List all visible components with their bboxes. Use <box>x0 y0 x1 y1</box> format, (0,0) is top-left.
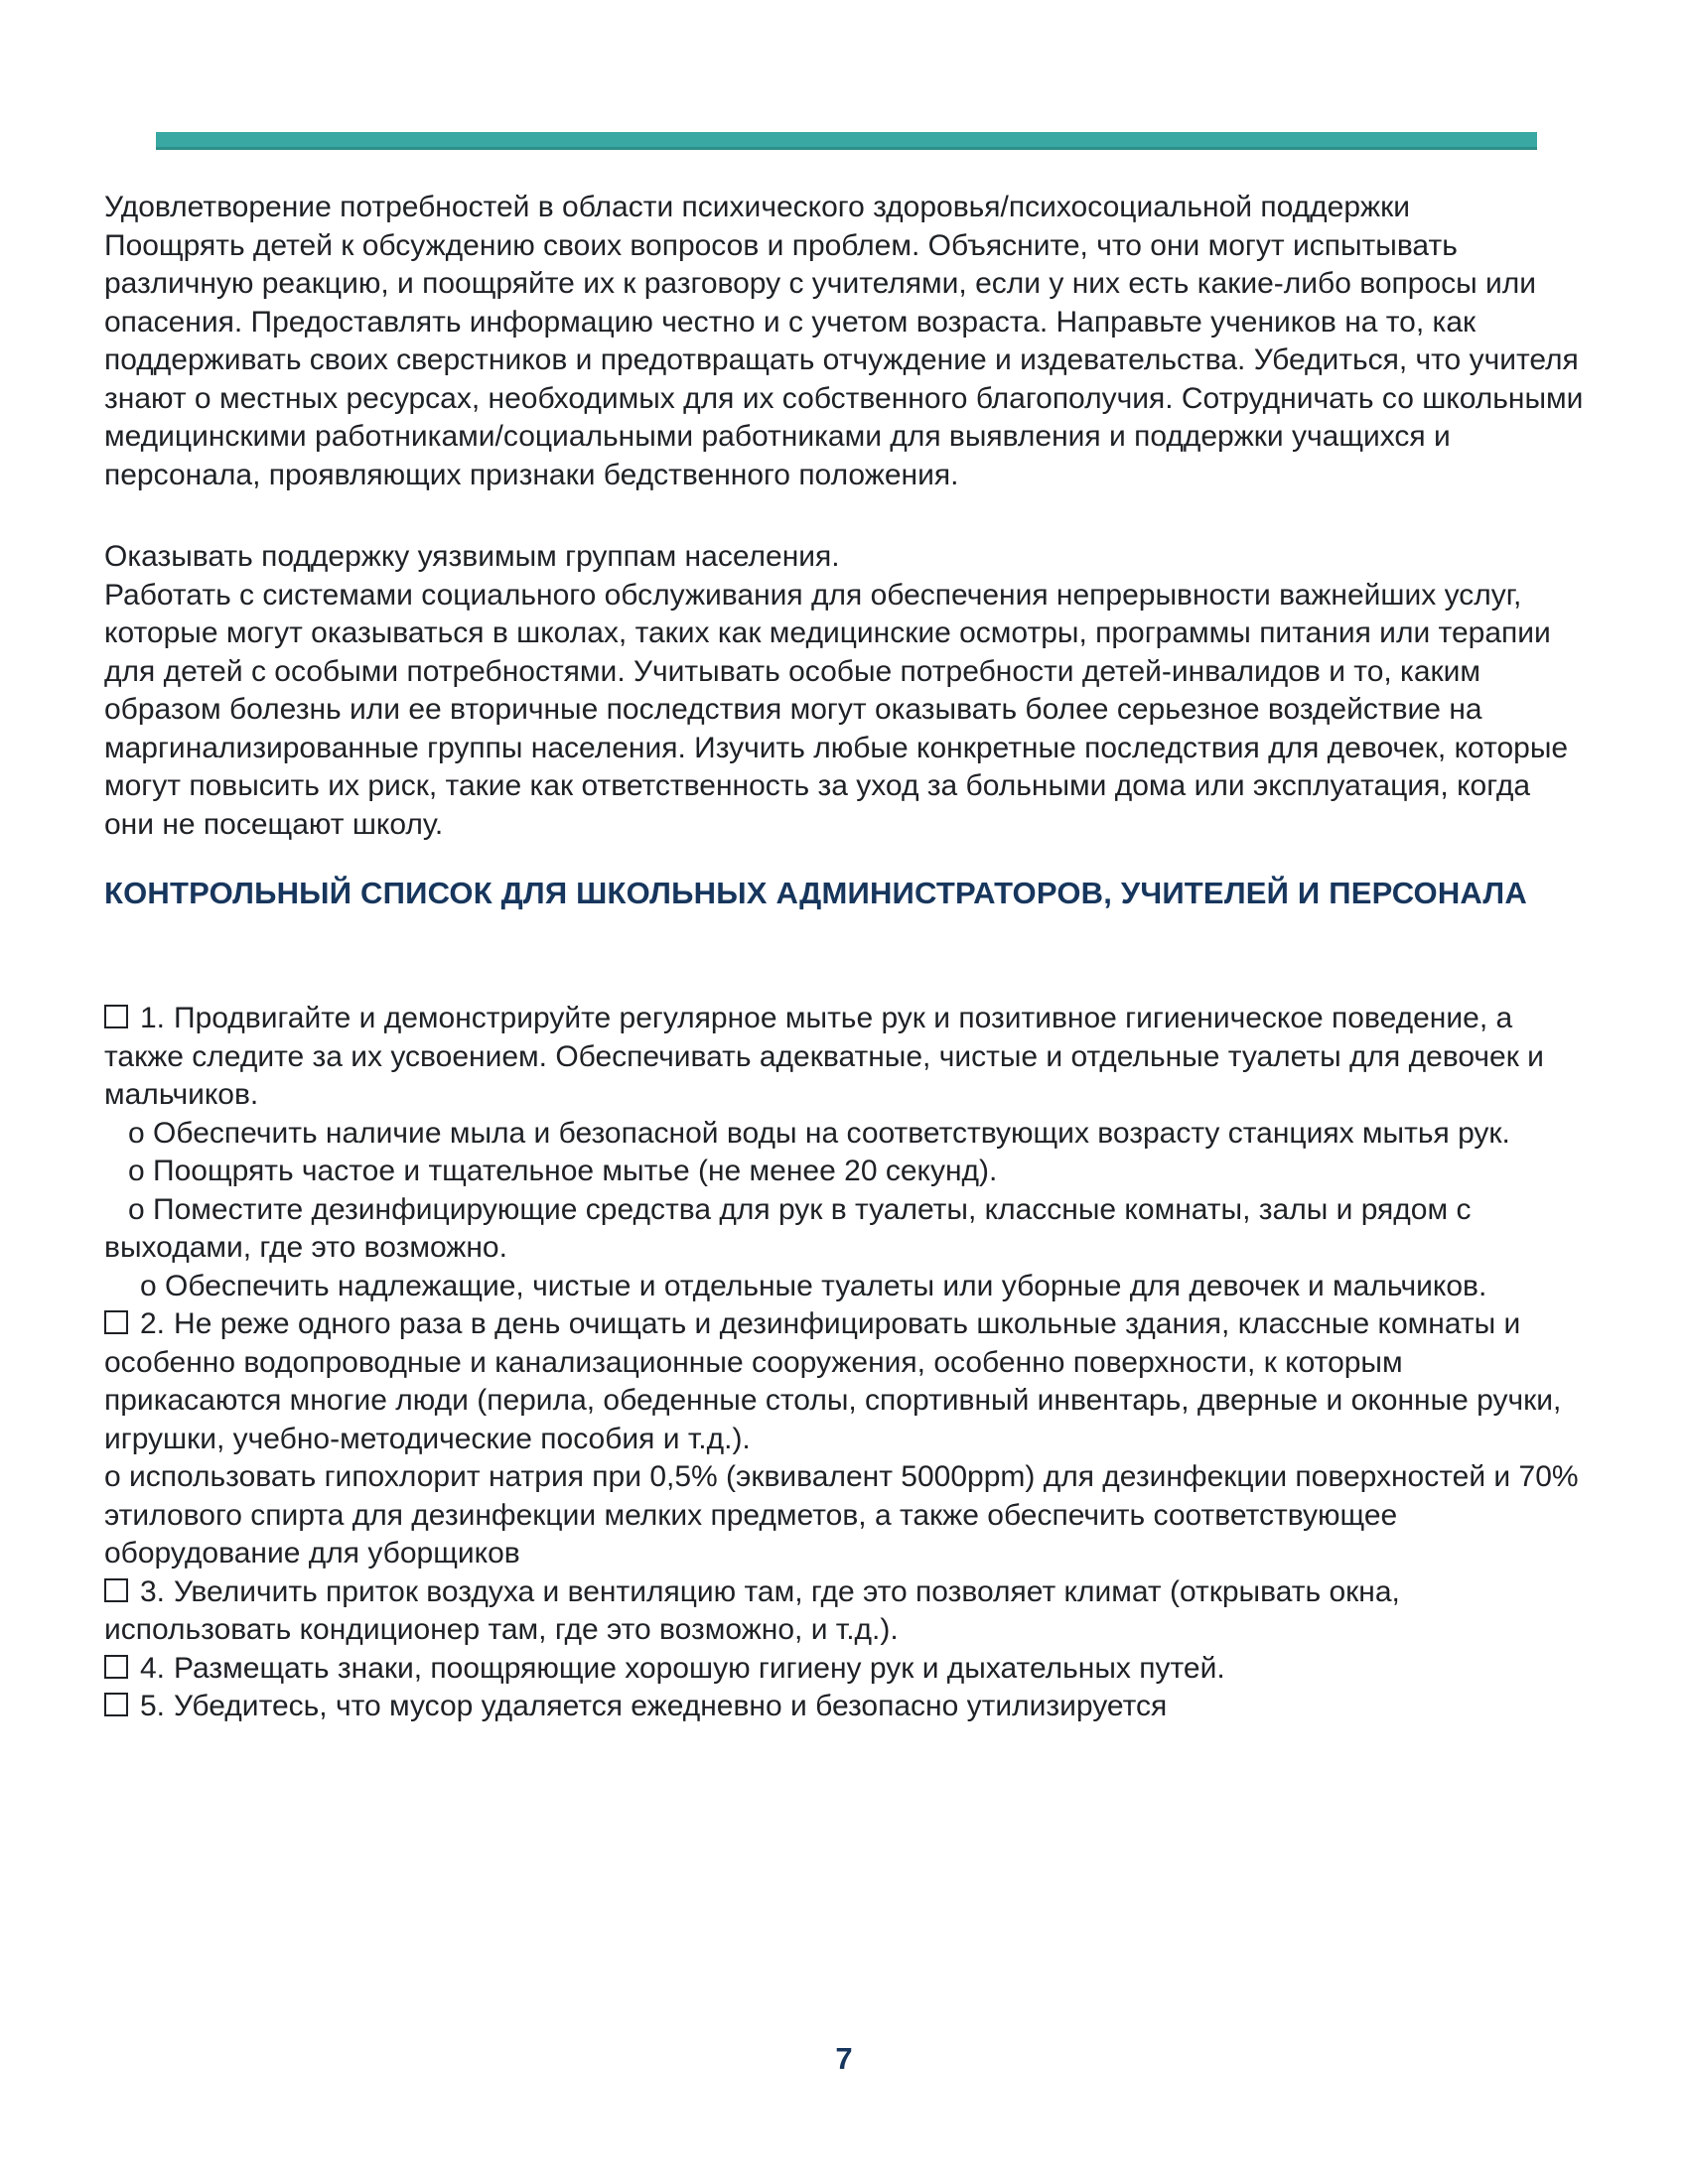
checklist-heading: КОНТРОЛЬНЫЙ СПИСОК ДЛЯ ШКОЛЬНЫХ АДМИНИСТРАТОРОВ, УЧИТЕЛЕЙ И ПЕРСОНАЛА <box>104 876 1527 910</box>
item-text: Увеличить приток воздуха и вентиляцию там, где это позволяет климат (открывать окна, использовать кондиционер там, где это возможно, и т.д.). <box>104 1574 1400 1646</box>
page-number: 7 <box>835 2041 853 2076</box>
item-text: Продвигайте и демонстрируйте регулярное мытье рук и позитивное гигиеническое поведение, а также следите за их усвоением. Обеспечивать адекватные, чистые и отдельные туалеты для девочек и мальчиков. <box>104 1002 1544 1111</box>
checklist-item-1-sub-4 <box>104 1268 1586 1306</box>
checklist-item-1 <box>104 1000 1586 1115</box>
intro-section-mental-health <box>104 189 1586 494</box>
checklist-item-1-sub-2 <box>104 1153 1586 1191</box>
item-text: о Обеспечить надлежащие, чистые и отдельные туалеты или уборные для девочек и мальчиков. <box>140 1269 1487 1302</box>
item-number: 3. <box>140 1574 166 1608</box>
intro-title-line: Оказывать поддержку уязвимым группам населения. <box>104 540 840 573</box>
item-text: о использовать гипохлорит натрия при 0,5% (эквивалент 5000ppm) для дезинфекции поверхностей и 70% этилового спирта для дезинфекции мелких предметов, а также обеспечить соответствующее оборудование для уборщиков <box>104 1460 1579 1570</box>
item-text: о Поместите дезинфицирующие средства для рук в туалеты, классные комнаты, залы и рядом с выходами, где это возможно. <box>104 1192 1472 1264</box>
checklist-item-2-sub-1 <box>104 1458 1586 1573</box>
accent-bar <box>156 132 1537 150</box>
checkbox-icon <box>104 1655 128 1679</box>
item-text: Размещать знаки, поощряющие хорошую гигиену рук и дыхательных путей. <box>174 1651 1225 1685</box>
checkbox-icon <box>104 1310 128 1334</box>
checklist-item-2 <box>104 1305 1586 1458</box>
item-number: 1. <box>140 1002 166 1034</box>
page-content <box>104 189 1586 1726</box>
item-text: о Обеспечить наличие мыла и безопасной воды на соответствующих возрасту станциях мытья рук. <box>128 1116 1510 1150</box>
checkbox-icon <box>104 1693 128 1716</box>
item-number: 2. <box>140 1307 166 1340</box>
item-text: Не реже одного раза в день очищать и дезинфицировать школьные здания, классные комнаты и особенно водопроводные и канализационные сооружения, особенно поверхности, к которым прикасаются многие люди (перила, обеденные столы, спортивный инвентарь, дверные и оконные ручки, игрушки, учебно-методические пособия и т.д.). <box>104 1307 1562 1455</box>
checklist <box>104 1000 1586 1726</box>
item-text: Убедитесь, что мусор удаляется ежедневно и безопасно утилизируется <box>174 1690 1168 1722</box>
item-text: о Поощрять частое и тщательное мытье (не менее 20 секунд). <box>128 1155 998 1187</box>
item-number: 4. <box>140 1651 166 1685</box>
checkbox-icon <box>104 1578 128 1602</box>
intro-body-text: Поощрять детей к обсуждению своих вопросов и проблем. Объясните, что они могут испытывать различную реакцию, и поощряйте их к разговору с учителями, если у них есть какие-либо вопросы или опасения. Предоставлять информацию честно и с учетом возраста. Направьте учеников на то, как поддерживать своих сверстников и предотвращать отчуждение и издевательства. Убедиться, что учителя знают о местных ресурсах, необходимых для их собственного благополучия. Сотрудничать со школьными медицинскими работниками/социальными работниками для выявления и поддержки учащихся и персонала, проявляющих признаки бедственного положения. <box>104 228 1584 491</box>
intro-body-text: Работать с системами социального обслуживания для обеспечения непрерывности важнейших услуг, которые могут оказываться в школах, таких как медицинские осмотры, программы питания или терапии для детей с особыми потребностями. Учитывать особые потребности детей-инвалидов и то, каким образом болезнь или ее вторичные последствия могут оказывать более серьезное воздействие на маргинализированные группы населения. Изучить любые конкретные последствия для девочек, которые могут повысить их риск, такие как ответственность за уход за больными дома или эксплуатация, когда они не посещают школу. <box>104 578 1569 841</box>
item-number: 5. <box>140 1690 166 1722</box>
intro-section-vulnerable-groups <box>104 538 1586 844</box>
checkbox-icon <box>104 1005 128 1028</box>
intro-title-line: Удовлетворение потребностей в области психического здоровья/психосоциальной поддержки <box>104 191 1410 223</box>
checklist-item-1-sub-3 <box>104 1191 1586 1268</box>
checklist-item-5 <box>104 1688 1586 1726</box>
checklist-item-3 <box>104 1573 1586 1650</box>
checklist-item-1-sub-1 <box>104 1115 1586 1154</box>
checklist-item-4 <box>104 1650 1586 1689</box>
